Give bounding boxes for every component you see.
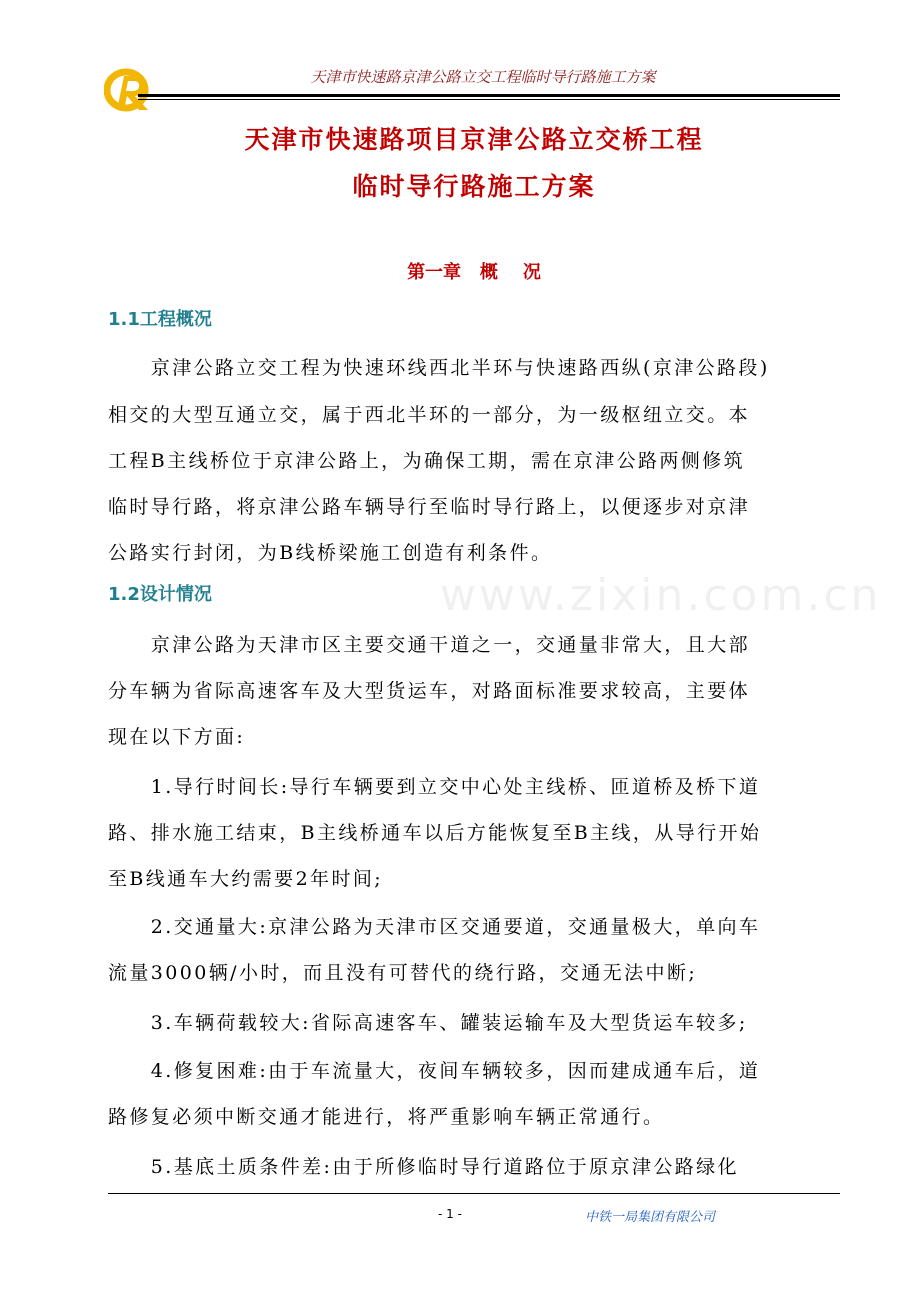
list-item: 5.基底土质条件差:由于所修临时导行道路位于原京津公路绿化 <box>108 1156 739 1178</box>
paragraph-line: 路、排水施工结束，B主线桥通车以后方能恢复至B主线，从导行开始 <box>108 822 762 844</box>
page-number: - 1 - <box>438 1207 462 1221</box>
header-rule-thin <box>138 99 840 100</box>
paragraph-line: 公路实行封闭，为B线桥梁施工创造有利条件。 <box>108 542 553 564</box>
paragraph-line: 流量3000辆/小时，而且没有可替代的绕行路，交通无法中断; <box>108 962 698 984</box>
chapter-heading: 第一章 概 况 <box>407 262 541 283</box>
paragraph-line: 京津公路为天津市区主要交通干道之一，交通量非常大，且大部 <box>108 634 751 656</box>
footer-rule <box>108 1193 840 1194</box>
paragraph-line: 现在以下方面: <box>108 726 246 748</box>
paragraph-line: 相交的大型互通立交，属于西北半环的一部分，为一级枢纽立交。本 <box>108 404 751 426</box>
watermark: www.zixin.com.cn <box>440 570 882 621</box>
section-heading-1-1: 1.1工程概况 <box>108 309 212 330</box>
paragraph-line: 分车辆为省际高速客车及大型货运车，对路面标准要求较高，主要体 <box>108 680 751 702</box>
header-rule <box>138 94 840 97</box>
list-item: 3.车辆荷载较大:省际高速客车、罐装运输车及大型货运车较多; <box>108 1012 748 1034</box>
document-title-line1: 天津市快速路项目京津公路立交桥工程 <box>244 125 704 154</box>
section-heading-1-2: 1.2设计情况 <box>108 584 212 605</box>
paragraph-line: 临时导行路，将京津公路车辆导行至临时导行路上，以便逐步对京津 <box>108 496 751 518</box>
list-item: 1.导行时间长:导行车辆要到立交中心处主线桥、匝道桥及桥下道 <box>108 776 761 798</box>
document-title-line2: 临时导行路施工方案 <box>352 172 596 201</box>
paragraph-line: 工程B主线桥位于京津公路上，为确保工期，需在京津公路两侧修筑 <box>108 450 745 472</box>
paragraph-line: 京津公路立交工程为快速环线西北半环与快速路西纵(京津公路段) <box>108 357 770 379</box>
list-item: 2.交通量大:京津公路为天津市区交通要道，交通量极大，单向车 <box>108 916 761 938</box>
cr-logo-icon <box>104 68 156 112</box>
footer-company-name: 中铁一局集团有限公司 <box>585 1210 716 1225</box>
paragraph-line: 路修复必须中断交通才能进行，将严重影响车辆正常通行。 <box>108 1106 665 1128</box>
running-header-title: 天津市快速路京津公路立交工程临时导行路施工方案 <box>310 68 656 86</box>
paragraph-line: 至B线通车大约需要2年时间; <box>108 868 384 890</box>
list-item: 4.修复困难:由于车流量大，夜间车辆较多，因而建成通车后，道 <box>108 1060 761 1082</box>
